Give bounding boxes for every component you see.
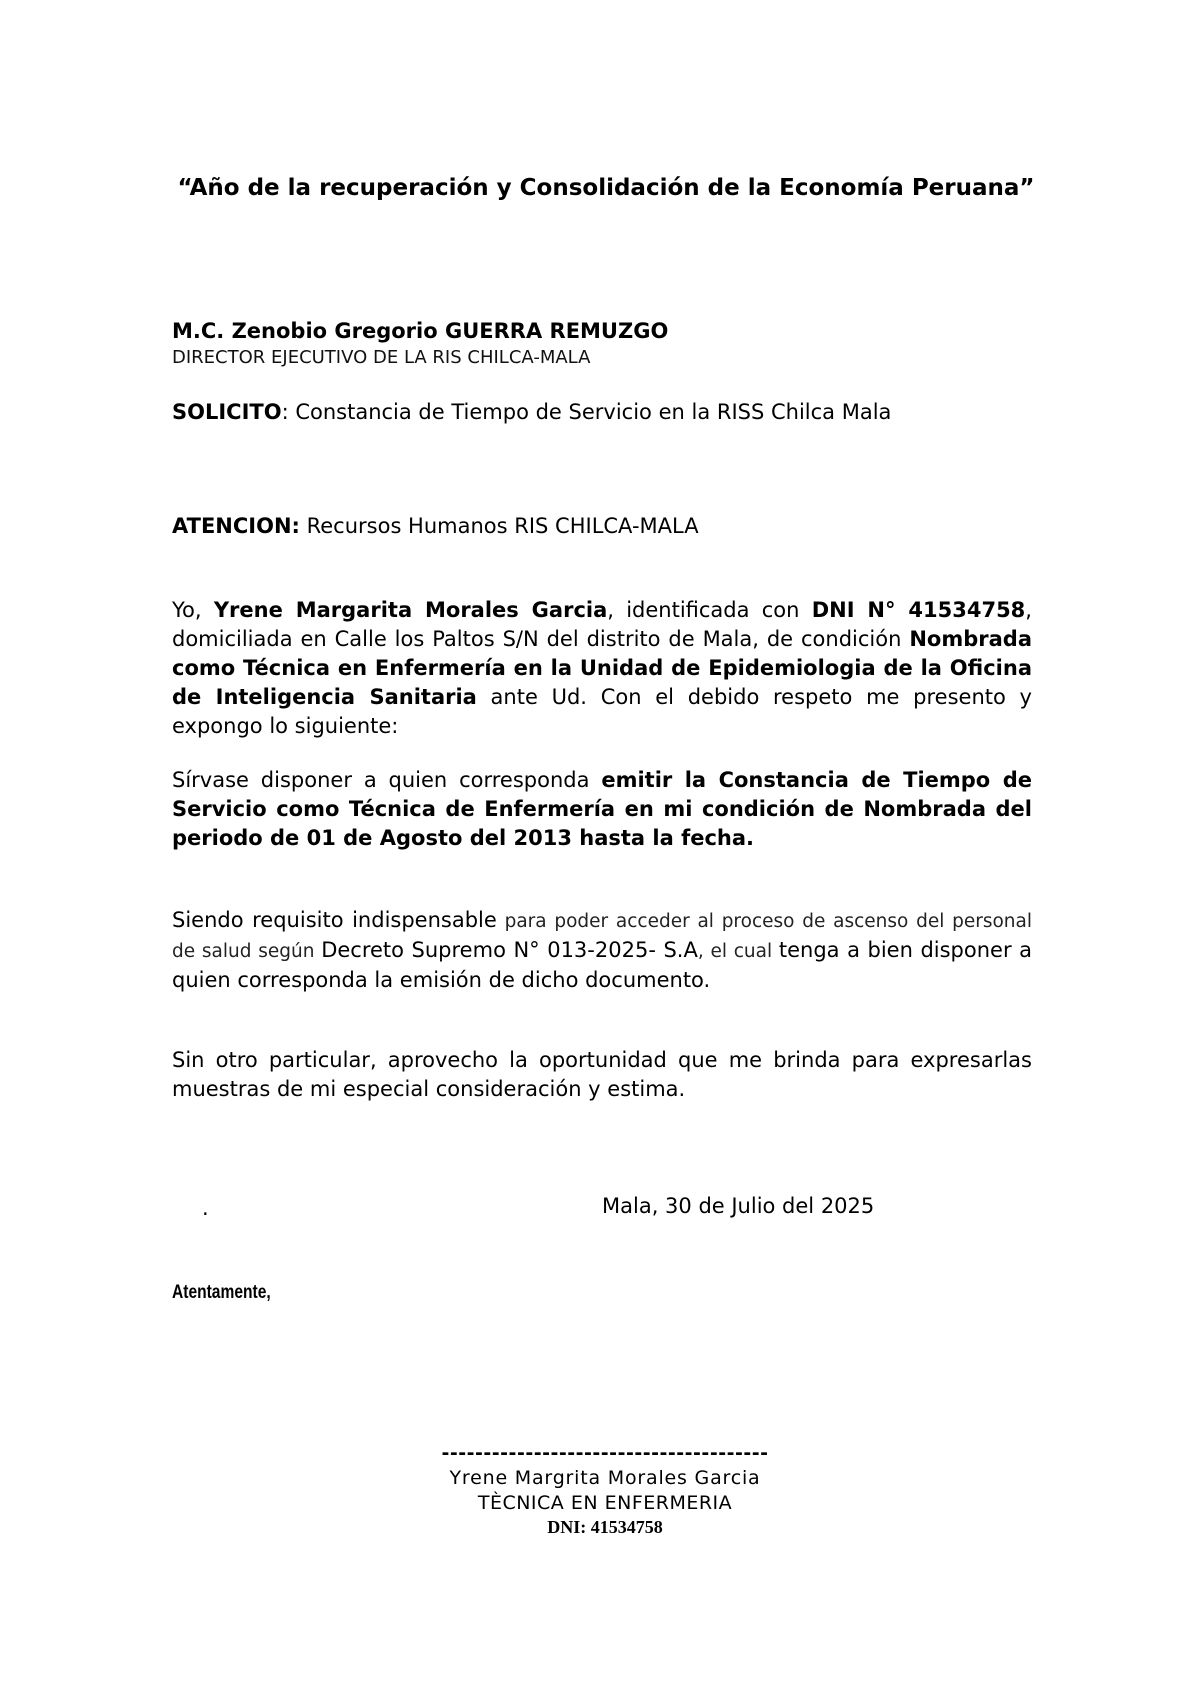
text: para poder acceder al proceso de ascenso del personal de salud según <box>172 911 1032 962</box>
applicant-dni: DNI N° 41534758 <box>811 598 1026 622</box>
request-detail: emitir la Constancia de Tiempo de Servicio como Técnica de Enfermería en mi condición de Nombrada del periodo de 01 de Agosto del 2013 hasta la fecha. <box>172 768 1032 850</box>
text: tenga a bien disponer a quien corresponda la emisión de dicho documento. <box>172 938 1033 992</box>
stray-dot: . <box>202 1196 209 1220</box>
decree-reference: Decreto Supremo N° 013-2025- S.A <box>321 938 698 962</box>
atencion-label: ATENCION: <box>172 514 300 538</box>
text: ante Ud. Con el debido respeto me presento y expongo lo siguiente: <box>172 685 1032 738</box>
solicito-line <box>172 398 891 426</box>
text: Siendo requisito indispensable <box>172 908 497 932</box>
text: , el cual <box>697 941 779 962</box>
atencion-line <box>172 512 699 540</box>
paragraph-introduction <box>172 596 1032 741</box>
applicant-position: Nombrada como Técnica en Enfermería en la Unidad de Epidemiologia de la Oficina de Inteligencia Sanitaria <box>172 627 1032 709</box>
year-motto: “Año de la recuperación y Consolidación de la Economía Peruana” <box>177 175 1035 201</box>
text: Sírvase disponer a quien corresponda <box>172 768 602 792</box>
text: , identificada con <box>607 598 812 622</box>
place-date: Mala, 30 de Julio del 2025 <box>602 1194 875 1218</box>
solicito-text: : Constancia de Tiempo de Servicio en la RISS Chilca Mala <box>281 400 892 424</box>
addressee-name: M.C. Zenobio Gregorio GUERRA REMUZGO <box>172 319 669 343</box>
atencion-text: Recursos Humanos RIS CHILCA-MALA <box>299 514 699 538</box>
paragraph-reason <box>172 906 1032 995</box>
signature-role: TÈCNICA EN ENFERMERIA <box>477 1492 733 1514</box>
text: , domiciliada en Calle los Paltos S/N del distrito de Mala, de condición <box>172 598 1032 651</box>
text: Yo, <box>172 598 214 622</box>
signature-dni: DNI: 41534758 <box>547 1517 663 1537</box>
closing-salutation: Atentamente, <box>172 1282 271 1303</box>
signature-line: --------------------------------------- <box>441 1442 769 1464</box>
addressee-title: DIRECTOR EJECUTIVO DE LA RIS CHILCA-MALA <box>172 347 591 368</box>
paragraph-request <box>172 766 1032 853</box>
applicant-name: Yrene Margarita Morales Garcia <box>213 598 608 622</box>
solicito-label: SOLICITO <box>172 400 282 424</box>
signature-name: Yrene Margrita Morales Garcia <box>449 1467 761 1489</box>
paragraph-closing: Sin otro particular, aprovecho la oportunidad que me brinda para expresarlas muestras de mi especial consideración y estima. <box>172 1048 1032 1101</box>
